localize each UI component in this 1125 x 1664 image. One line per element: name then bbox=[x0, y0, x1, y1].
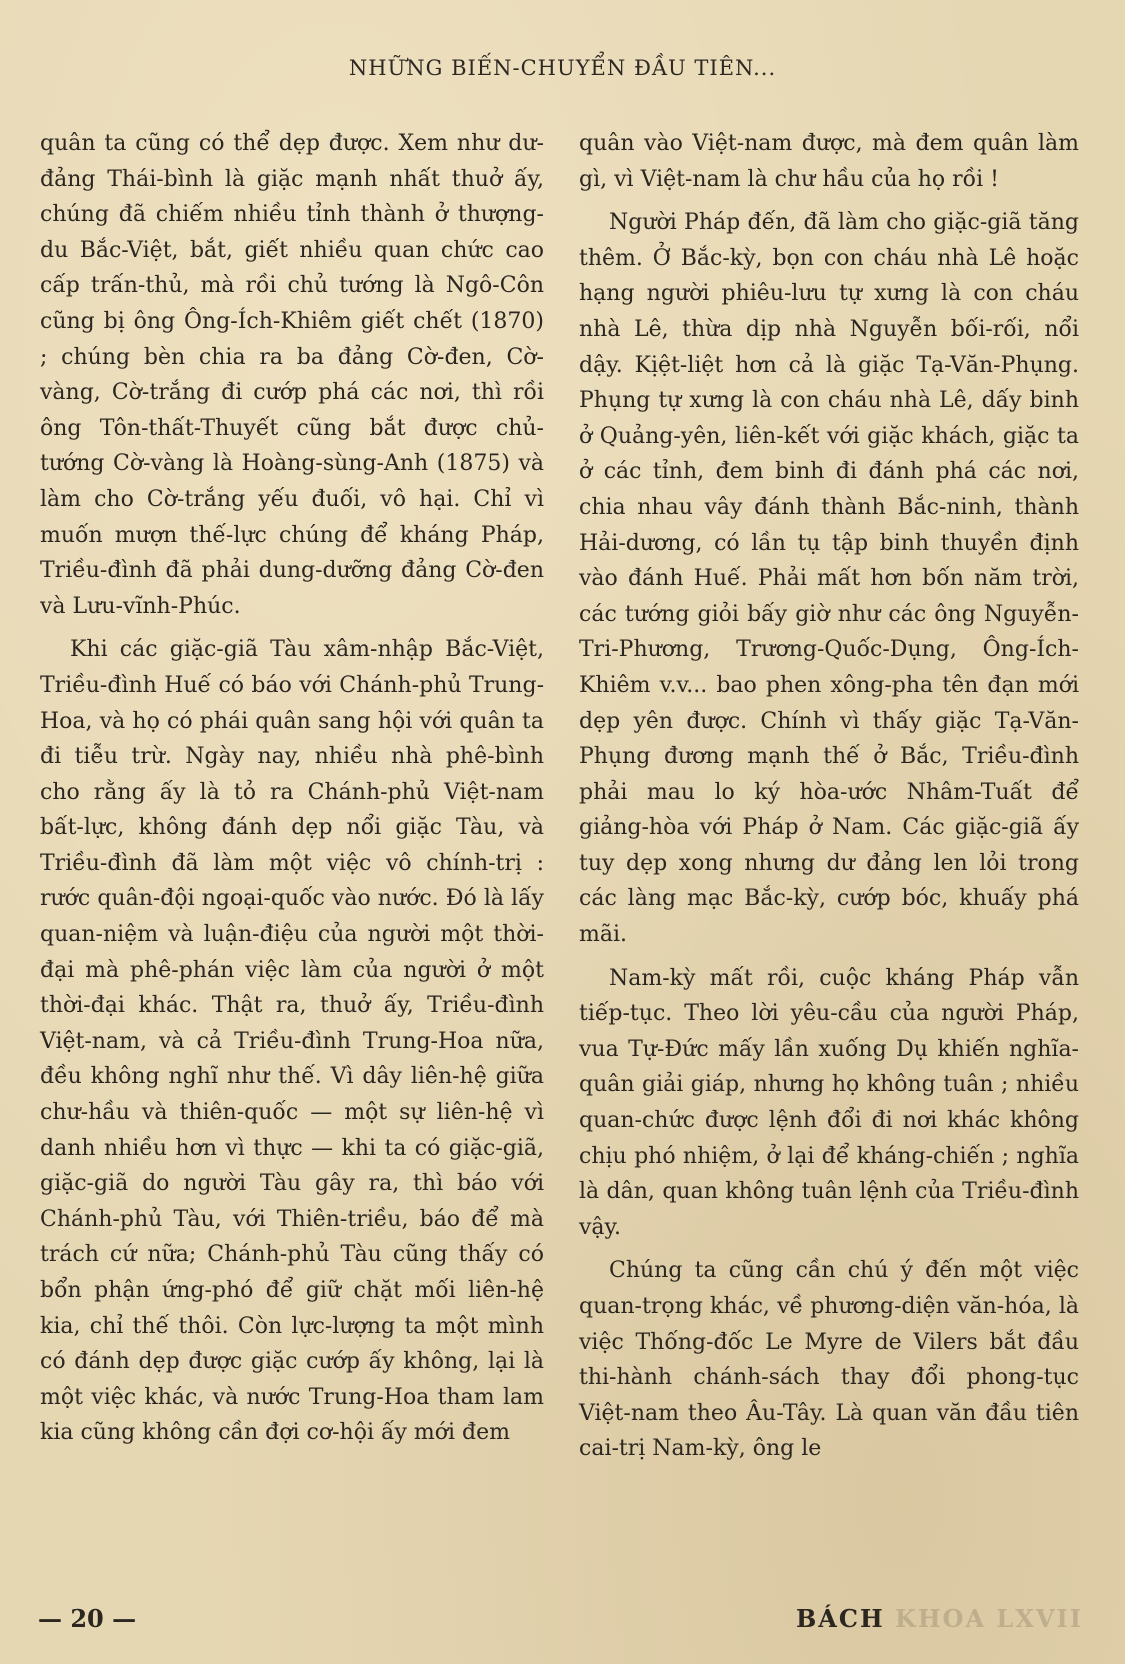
right-paragraph-3: Nam-kỳ mất rồi, cuộc kháng Pháp vẫn tiếp-tục. Theo lời yêu-cầu của người Pháp, vua Tự-Đức mấy lần xuống Dụ khiến nghĩa-quân giải giáp, nhưng họ không tuân ; nhiều quan-chức được lệnh đổi đi nơi khác không chịu phó nhiệm, ở lại để kháng-chiến ; nghĩa là dân, quan không tuân lệnh của Triều-đình vậy. bbox=[579, 965, 1079, 1240]
left-paragraph-2: Khi các giặc-giã Tàu xâm-nhập Bắc-Việt, Triều-đình Huế có báo với Chánh-phủ Trung-Hoa, và họ có phái quân sang hội với quân ta đi tiễu trừ. Ngày nay, nhiều nhà phê-bình cho rằng ấy là tỏ ra Chánh-phủ Việt-nam bất-lực, không đánh dẹp nổi giặc Tàu, và Triều-đình đã làm một việc vô chính-trị : rước quân-đội ngoại-quốc vào nước. Đó là lấy quan-niệm và luận-điệu của người một thời-đại mà phê-phán việc làm của người ở một thời-đại khác. Thật ra, thuở ấy, Triều-đình Việt-nam, và cả Triều-đình Trung-Hoa nữa, đều không nghĩ như thế. Vì dây liên-hệ giữa chư-hầu và thiên-quốc — một sự liên-hệ vì danh nhiều hơn vì thực — khi ta có giặc-giã, giặc-giã do người Tàu gây ra, thì báo với Chánh-phủ Tàu, với Thiên-triều, báo để mà trách cứ nữa; Chánh-phủ Tàu cũng thấy có bổn phận ứng-phó để giữ chặt mối liên-hệ kia, chỉ thế thôi. Còn lực-lượng ta một mình có đánh dẹp được giặc cướp ấy không, lại là một việc khác, và nước Trung-Hoa tham lam kia cũng không cần đợi cơ-hội ấy mới đem bbox=[40, 637, 544, 1446]
left-paragraph-1: quân ta cũng có thể dẹp được. Xem như dư-đảng Thái-bình là giặc mạnh nhất thuở ấy, chúng đã chiếm nhiều tỉnh thành ở thượng-du Bắc-Việt, bắt, giết nhiều quan chức cao cấp trấn-thủ, mà rồi chủ tướng là Ngô-Côn cũng bị ông Ông-Ích-Khiêm giết chết (1870) ; chúng bèn chia ra ba đảng Cờ-đen, Cờ-vàng, Cờ-trắng đi cướp phá các nơi, thì rồi ông Tôn-thất-Thuyết cũng bắt được chủ-tướng Cờ-vàng là Hoàng-sùng-Anh (1875) và làm cho Cờ-trắng yếu đuối, vô hại. Chỉ vì muốn mượn thế-lực chúng để kháng Pháp, Triều-đình đã phải dung-dưỡng đảng Cờ-đen và Lưu-vĩnh-Phúc. bbox=[40, 131, 544, 619]
magazine-title-visible: BÁCH bbox=[795, 1604, 885, 1633]
right-paragraph-1: quân vào Việt-nam được, mà đem quân làm gì, vì Việt-nam là chư hầu của họ rồi ! bbox=[579, 131, 1079, 192]
right-paragraph-2: Người Pháp đến, đã làm cho giặc-giã tăng thêm. Ở Bắc-kỳ, bọn con cháu nhà Lê hoặc hạng người phiêu-lưu tự xưng là con cháu nhà Lê, thừa dịp nhà Nguyễn bối-rối, nổi dậy. Kịệt-liệt hơn cả là giặc Tạ-Văn-Phụng. Phụng tự xưng là con cháu nhà Lê, dấy binh ở Quảng-yên, liên-kết với giặc khách, giặc ta ở các tỉnh, đem binh đi đánh phá các nơi, chia nhau vây đánh thành Bắc-ninh, thành Hải-dương, có lần tụ tập binh thuyền định vào đánh Huế. Phải mất hơn bốn năm trời, các tướng giỏi bấy giờ như các ông Nguyễn-Tri-Phương, Trương-Quốc-Dụng, Ông-Ích-Khiêm v.v... bao phen xông-pha tên đạn mới dẹp yên được. Chính vì thấy giặc Tạ-Văn-Phụng đương mạnh thế ở Bắc, Triều-đình phải mau lo ký hòa-ước Nhâm-Tuất để giảng-hòa với Pháp ở Nam. Các giặc-giã ấy tuy dẹp xong nhưng dư đảng len lỏi trong các làng mạc Bắc-kỳ, cướp bóc, khuấy phá mãi. bbox=[579, 210, 1079, 948]
page-number: — 20 — bbox=[38, 1604, 137, 1633]
running-header: NHỮNG BIẾN-CHUYỂN ĐẦU TIÊN... bbox=[348, 56, 777, 80]
right-column bbox=[579, 126, 1079, 1467]
magazine-title-faded: KHOA LXVII bbox=[884, 1604, 1083, 1633]
left-column bbox=[40, 126, 544, 1451]
right-paragraph-4: Chúng ta cũng cần chú ý đến một việc quan-trọng khác, về phương-diện văn-hóa, là việc Thống-đốc Le Myre de Vilers bắt đầu thi-hành chánh-sách thay đổi phong-tục Việt-nam theo Âu-Tây. Là quan văn đầu tiên cai-trị Nam-kỳ, ông le bbox=[579, 1258, 1079, 1462]
magazine-title bbox=[796, 1604, 1083, 1633]
